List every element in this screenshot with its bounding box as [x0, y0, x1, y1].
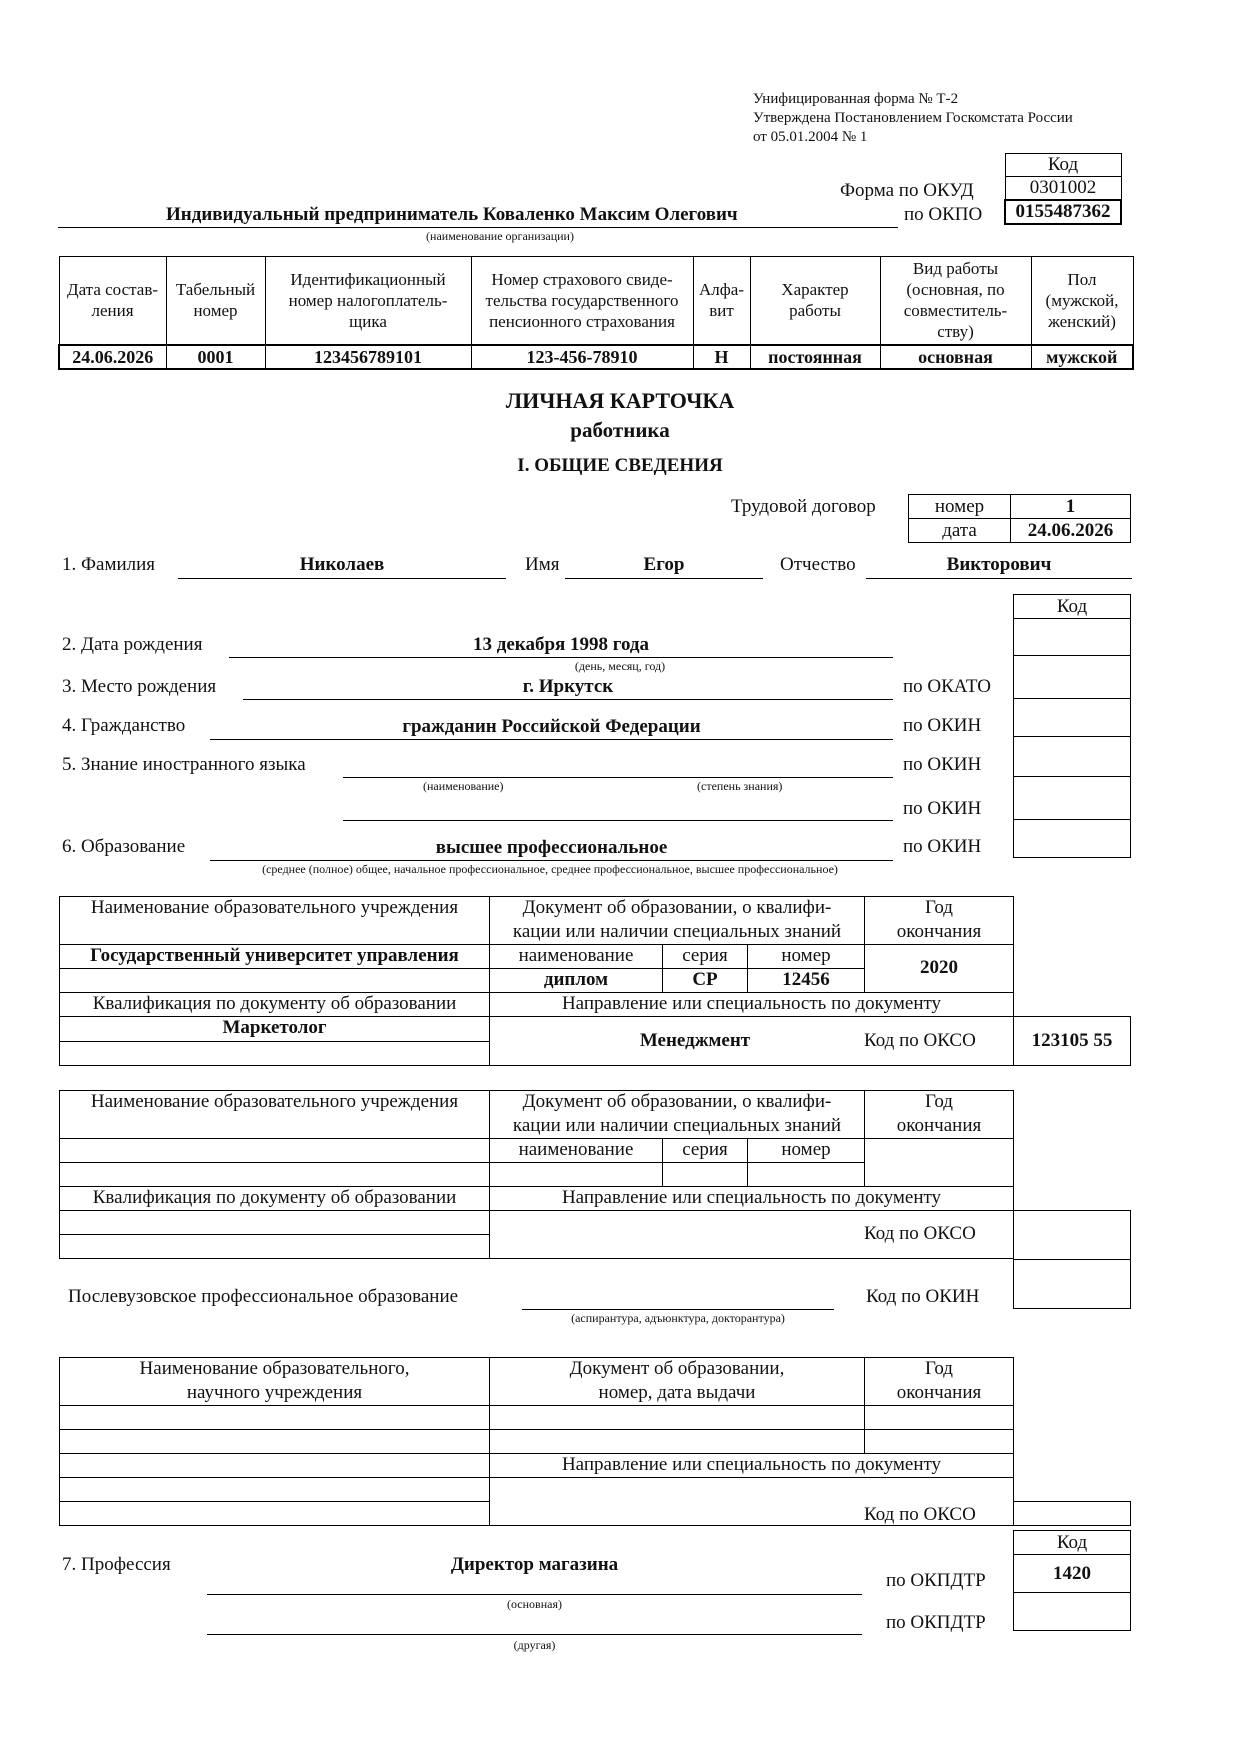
surname-value[interactable]: Николаев: [299, 554, 385, 575]
postgrad-document-cell-2[interactable]: [489, 1429, 865, 1454]
header-work-character: Характер работы: [750, 257, 880, 345]
edu1-docname-header: наименование: [518, 945, 634, 966]
edu1-year-header-l1: Год: [925, 897, 953, 918]
okpdtr-value[interactable]: 1420: [1014, 1555, 1131, 1593]
edu2-year-header-l2: окончания: [896, 1115, 982, 1136]
form-note-line2: Утверждена Постановлением Госкомстата России: [753, 110, 1073, 126]
patronymic-value[interactable]: Викторович: [946, 554, 1052, 575]
okpdtr-label-1: по ОКПДТР: [886, 1570, 986, 1591]
okud-value[interactable]: 0301002: [1005, 177, 1121, 201]
postgrad-institution-header-l1: Наименование образовательного,: [139, 1358, 410, 1379]
postgrad-label: Послевузовское профессиональное образование: [68, 1286, 459, 1307]
header-snils: Номер страхового свиде- тельства государственного пенсионного страхования: [471, 257, 693, 345]
edu1-qualification-header: Квалификация по документу об образовании: [92, 993, 457, 1014]
contract-date[interactable]: 24.06.2026: [1011, 519, 1131, 543]
name-label: Имя: [525, 554, 560, 575]
person-codes-table: [1013, 594, 1131, 858]
birth-value[interactable]: 13 декабря 1998 года: [472, 634, 650, 655]
postgrad-extra-cell-2[interactable]: [59, 1501, 490, 1526]
edu2-document-header-l2: кации или наличии специальных знаний: [512, 1115, 842, 1136]
okin-label-2: по ОКИН: [903, 754, 982, 775]
postgrad-year-header-l1: Год: [925, 1358, 953, 1379]
edu1-document-header-l1: Документ об образовании, о квалифи-: [522, 897, 832, 918]
birth-caption: (день, месяц, год): [574, 659, 666, 673]
postgrad-institution-header-l2: научного учреждения: [186, 1382, 363, 1403]
postgrad-document-cell-1[interactable]: [489, 1405, 865, 1430]
postgrad-caption: (аспирантура, адъюнктура, докторантура): [571, 1311, 785, 1325]
postgrad-okin-label: Код по ОКИН: [866, 1286, 980, 1307]
edu1-year[interactable]: 2020: [920, 957, 958, 978]
okato-code-cell[interactable]: [1014, 656, 1131, 699]
language-underline: [343, 777, 893, 778]
education-caption: (среднее (полное) общее, начальное профессиональное, среднее профессиональное, высшее профессиональное): [262, 862, 838, 876]
value-work-type[interactable]: основная: [880, 345, 1031, 369]
organization-underline: [58, 227, 898, 228]
postgrad-okso-cell[interactable]: [1013, 1501, 1131, 1526]
edu2-number-cell[interactable]: [747, 1162, 865, 1187]
edu2-number-header: номер: [781, 1139, 831, 1160]
education-label: 6. Образование: [62, 836, 186, 857]
postgrad-direction-header: Направление или специальность по документу: [561, 1454, 942, 1475]
form-note: [753, 90, 1073, 147]
card-title: ЛИЧНАЯ КАРТОЧКА: [505, 388, 735, 413]
postgrad-okso-label: Код по ОКСО: [864, 1504, 976, 1525]
profession-caption-main: (основная): [507, 1597, 562, 1611]
edu1-institution[interactable]: Государственный университет управления: [90, 945, 459, 966]
edu2-series-cell[interactable]: [662, 1162, 748, 1187]
edu2-institution-cell-2[interactable]: [59, 1162, 490, 1187]
edu2-docname-cell[interactable]: [489, 1162, 663, 1187]
edu1-year-header-l2: окончания: [896, 921, 982, 942]
value-alphabet[interactable]: Н: [693, 345, 750, 369]
edu1-docname[interactable]: диплом: [543, 969, 609, 990]
contract-number-label: номер: [909, 495, 1011, 519]
edu2-okso-cell[interactable]: [1013, 1210, 1131, 1260]
header-alphabet: Алфа- вит: [693, 257, 750, 345]
contract-number[interactable]: 1: [1011, 495, 1131, 519]
surname-underline: [178, 578, 506, 579]
postgrad-year-cell-1[interactable]: [864, 1405, 1014, 1430]
edu2-qualification-header: Квалификация по документу об образовании: [92, 1187, 457, 1208]
language2-code-cell[interactable]: [1014, 777, 1131, 820]
postgrad-year-header-l2: окончания: [896, 1382, 982, 1403]
codes-table: [1004, 153, 1122, 225]
birth-underline: [229, 657, 893, 658]
edu2-year-header-l1: Год: [925, 1091, 953, 1112]
value-gender[interactable]: мужской: [1031, 345, 1133, 369]
edu1-okso-label: Код по ОКСО: [864, 1030, 976, 1051]
postgrad-institution-cell-2[interactable]: [59, 1429, 490, 1454]
birth-label: 2. Дата рождения: [62, 634, 203, 655]
header-work-type: Вид работы (основная, по совместитель- ству): [880, 257, 1031, 345]
postgrad-okin-cell[interactable]: [1013, 1259, 1131, 1309]
header-gender: Пол (мужской, женский): [1031, 257, 1133, 345]
postgrad-institution-cell-1[interactable]: [59, 1405, 490, 1430]
form-note-line1: Унифицированная форма № Т-2: [753, 91, 959, 107]
okato-label: по ОКАТО: [903, 676, 991, 697]
language2-underline: [343, 820, 893, 821]
citizenship-underline: [210, 739, 893, 740]
profession-kod-header: Код: [1014, 1531, 1131, 1555]
citizenship-value[interactable]: гражданин Российской Федерации: [402, 716, 701, 737]
value-date[interactable]: 24.06.2026: [59, 345, 166, 369]
language-caption-name: (наименование): [423, 779, 504, 793]
edu2-qualification-cell-2[interactable]: [59, 1234, 490, 1259]
place-label: 3. Место рождения: [62, 676, 217, 697]
profession-other-underline[interactable]: [207, 1634, 862, 1635]
profession-underline: [207, 1594, 862, 1595]
name-value[interactable]: Егор: [643, 554, 685, 575]
education-value[interactable]: высшее профессиональное: [435, 837, 668, 858]
edu1-qualification[interactable]: Маркетолог: [222, 1017, 327, 1038]
profession-caption-other: (другая): [513, 1638, 556, 1652]
patronymic-underline: [866, 578, 1132, 579]
edu1-document-header-l2: кации или наличии специальных знаний: [512, 921, 842, 942]
value-tabnum[interactable]: 0001: [166, 345, 265, 369]
postgrad-underline[interactable]: [522, 1309, 834, 1310]
patronymic-label: Отчество: [780, 554, 856, 575]
edu1-number-header: номер: [781, 945, 831, 966]
edu2-qualification-cell-1[interactable]: [59, 1210, 490, 1235]
place-underline: [243, 699, 893, 700]
header-date: Дата состав- ления: [59, 257, 166, 345]
postgrad-document-header-l2: номер, дата выдачи: [598, 1382, 756, 1403]
citizenship-label: 4. Гражданство: [62, 715, 186, 736]
okpdtr-cell-2[interactable]: [1014, 1593, 1131, 1631]
postgrad-year-cell-2[interactable]: [864, 1429, 1014, 1454]
person-kod-header: Код: [1014, 595, 1131, 619]
okin-label-3: по ОКИН: [903, 798, 982, 819]
edu2-institution-cell-1[interactable]: [59, 1138, 490, 1163]
value-inn[interactable]: 123456789101: [265, 345, 471, 369]
citizenship-code-cell[interactable]: [1014, 699, 1131, 737]
contract-table: [908, 494, 1131, 543]
edu2-okso-label: Код по ОКСО: [864, 1223, 976, 1244]
language-code-cell[interactable]: [1014, 737, 1131, 777]
section-title: I. ОБЩИЕ СВЕДЕНИЯ: [517, 455, 723, 476]
organization-name[interactable]: Индивидуальный предприниматель Коваленко Максим Олегович: [166, 204, 738, 225]
language-caption-level: (степень знания): [697, 779, 783, 793]
kod-header: Код: [1005, 154, 1121, 177]
okin-label-1: по ОКИН: [903, 715, 982, 736]
employee-header-table: [58, 256, 1134, 370]
edu1-number[interactable]: 12456: [782, 969, 830, 990]
okpdtr-label-2: по ОКПДТР: [886, 1612, 986, 1633]
postgrad-document-header-l1: Документ об образовании,: [569, 1358, 785, 1379]
edu2-year-cell[interactable]: [864, 1138, 1014, 1187]
profession-value[interactable]: Директор магазина: [450, 1554, 619, 1575]
edu1-okso[interactable]: 123105 55: [1031, 1030, 1113, 1051]
education-code-cell[interactable]: [1014, 820, 1131, 858]
edu1-institution-header: Наименование образовательного учреждения: [90, 897, 459, 918]
organization-caption: (наименование организации): [426, 229, 574, 243]
edu1-direction-header: Направление или специальность по документу: [561, 993, 942, 1014]
form-note-line3: от 05.01.2004 № 1: [753, 129, 868, 145]
birth-code-cell[interactable]: [1014, 619, 1131, 656]
edu2-series-header: серия: [682, 1139, 728, 1160]
profession-label: 7. Профессия: [62, 1554, 171, 1575]
edu2-institution-header: Наименование образовательного учреждения: [90, 1091, 459, 1112]
edu1-series[interactable]: СР: [692, 969, 718, 990]
edu2-direction-header: Направление или специальность по документу: [561, 1187, 942, 1208]
header-tabnum: Табельный номер: [166, 257, 265, 345]
edu2-docname-header: наименование: [518, 1139, 634, 1160]
value-work-character[interactable]: постоянная: [750, 345, 880, 369]
header-inn: Идентификационный номер налогоплатель- щика: [265, 257, 471, 345]
postgrad-extra-cell-1[interactable]: [59, 1477, 490, 1502]
profession-codes-table: [1013, 1530, 1131, 1631]
edu1-series-header: серия: [682, 945, 728, 966]
contract-date-label: дата: [909, 519, 1011, 543]
okin-label-4: по ОКИН: [903, 836, 982, 857]
okpo-label: по ОКПО: [904, 204, 983, 225]
name-underline: [565, 578, 763, 579]
edu1-direction[interactable]: Менеджмент: [639, 1030, 751, 1051]
okud-label: Форма по ОКУД: [840, 180, 974, 201]
card-subtitle: работника: [570, 418, 670, 442]
education-underline: [210, 860, 893, 861]
edu2-document-header-l1: Документ об образовании, о квалифи-: [522, 1091, 832, 1112]
surname-label: 1. Фамилия: [62, 554, 156, 575]
language-label: 5. Знание иностранного языка: [62, 754, 306, 775]
place-value[interactable]: г. Иркутск: [522, 676, 614, 697]
contract-label: Трудовой договор: [731, 496, 876, 517]
value-snils[interactable]: 123-456-78910: [471, 345, 693, 369]
okpo-value[interactable]: 0155487362: [1005, 200, 1121, 224]
